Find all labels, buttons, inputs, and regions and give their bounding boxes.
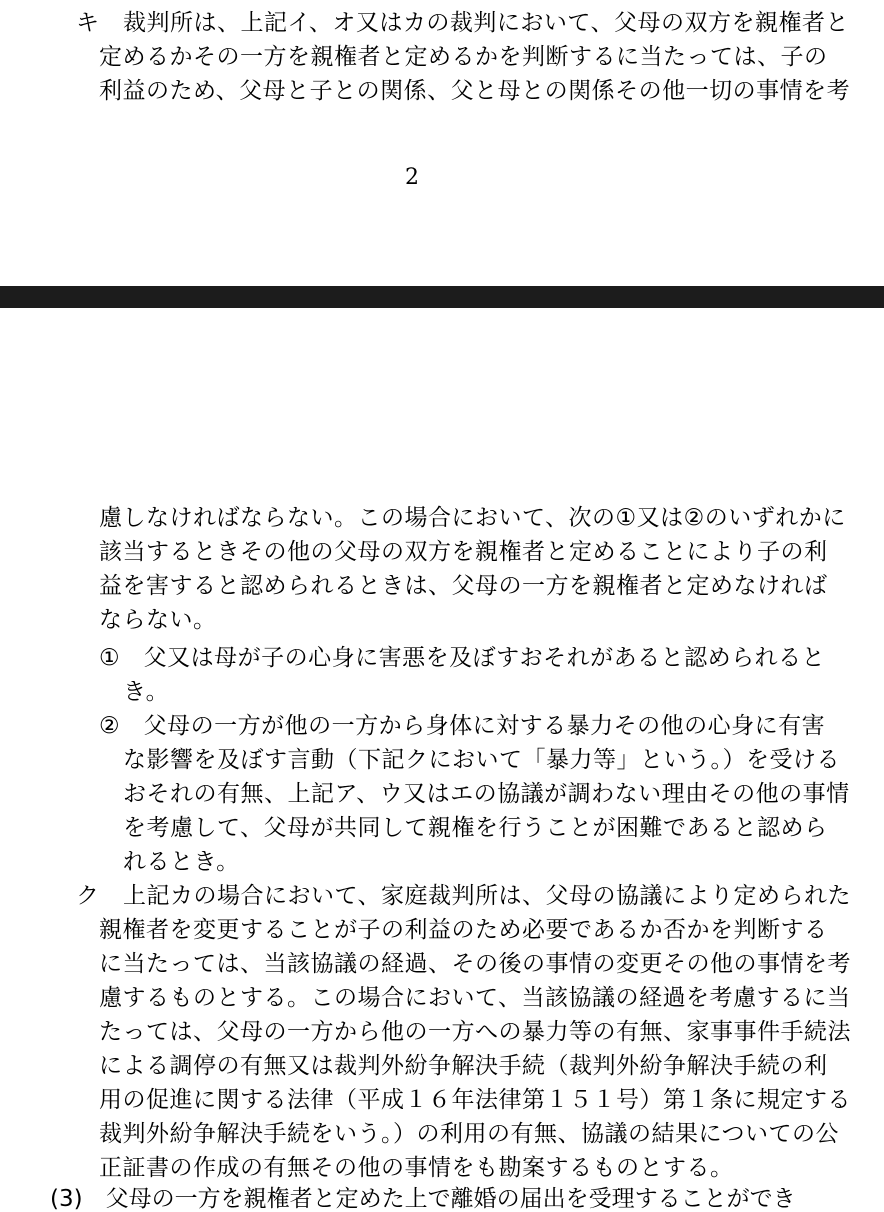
text-line: 定めるかその一方を親権者と定めるかを判断するに当たっては、子の bbox=[99, 44, 828, 70]
list-item-text: な影響を及ぼす言動（下記クにおいて「暴力等」という。）を受ける bbox=[123, 747, 840, 773]
text-line: ならない。 bbox=[99, 607, 217, 633]
list-item-text: おそれの有無、上記ア、ウ又はエの協議が調わない理由その他の事情 bbox=[123, 781, 850, 807]
text-line: 正証書の作成の有無その他の事情をも勘案するものとする。 bbox=[99, 1155, 734, 1181]
text-line: 該当するときその他の父母の双方を親権者と定めることにより子の利 bbox=[99, 539, 828, 565]
page-separator bbox=[0, 286, 884, 308]
text-line-cut-off: (3) 父母の一方を親権者と定めた上で離婚の届出を受理することができ bbox=[50, 1186, 796, 1212]
list-item-text: ② 父母の一方が他の一方から身体に対する暴力その他の心身に有害 bbox=[99, 713, 826, 739]
text-line: キ 裁判所は、上記イ、オ又はカの裁判において、父母の双方を親権者と bbox=[76, 10, 849, 36]
text-line: 益を害すると認められるときは、父母の一方を親権者と定めなければ bbox=[99, 573, 828, 599]
text-line: 利益のため、父母と子との関係、父と母との関係その他一切の事情を考 bbox=[99, 78, 851, 104]
text-line: 親権者を変更することが子の利益のため必要であるか否かを判断する bbox=[99, 917, 828, 943]
text-line: ク 上記カの場合において、家庭裁判所は、父母の協議により定められた bbox=[76, 883, 852, 909]
text-line: による調停の有無又は裁判外紛争解決手続（裁判外紛争解決手続の利 bbox=[99, 1053, 828, 1079]
list-item-text: ① 父又は母が子の心身に害悪を及ぼすおそれがあると認められると bbox=[99, 645, 826, 671]
text-line: たっては、父母の一方から他の一方への暴力等の有無、家事事件手続法 bbox=[99, 1019, 851, 1045]
list-item-text: き。 bbox=[123, 679, 170, 705]
text-line: 慮しなければならない。この場合において、次の①又は②のいずれかに bbox=[99, 505, 846, 531]
page-number: 2 bbox=[405, 165, 419, 190]
text-line: 裁判外紛争解決手続をいう。）の利用の有無、協議の結果についての公 bbox=[99, 1121, 840, 1147]
text-line: 慮するものとする。この場合において、当該協議の経過を考慮するに当 bbox=[99, 985, 851, 1011]
list-item-text: れるとき。 bbox=[123, 849, 240, 875]
text-line: に当たっては、当該協議の経過、その後の事情の変更その他の事情を考 bbox=[99, 951, 851, 977]
text-line: 用の促進に関する法律（平成１６年法律第１５１号）第１条に規定する bbox=[99, 1087, 851, 1113]
list-item-text: を考慮して、父母が共同して親権を行うことが困難であると認めら bbox=[123, 815, 828, 841]
